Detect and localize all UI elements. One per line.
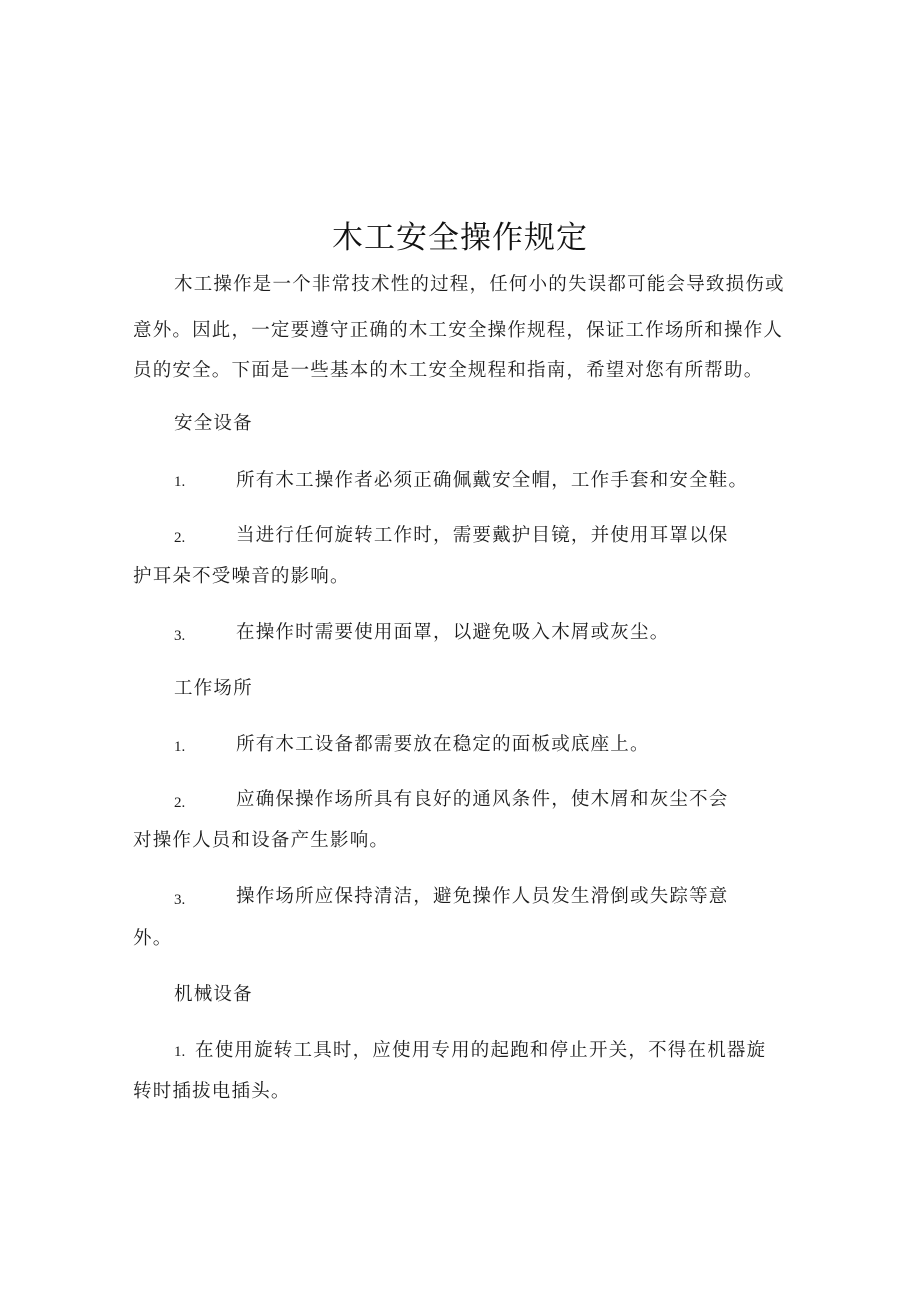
list-item-number: 2. [174,530,186,546]
section-heading-machinery: 机械设备 [174,984,253,1005]
list-item-text: 所有木工操作者必须正确佩戴安全帽，工作手套和安全鞋。 [236,470,749,491]
list-item-number: 3. [174,628,186,644]
section-heading-safety-equipment: 安全设备 [174,413,253,434]
list-item-text-continued: 对操作人员和设备产生影响。 [133,830,390,851]
list-item-number: 1. [174,1044,186,1060]
section-heading-workplace: 工作场所 [174,678,253,699]
list-item-number: 1. [174,474,186,490]
list-item-text: 当进行任何旋转工作时，需要戴护目镜，并使用耳罩以保 [236,525,729,546]
list-item-text: 操作场所应保持清洁，避免操作人员发生滑倒或失踪等意 [236,886,729,907]
list-item-number: 3. [174,892,186,908]
list-item-text-continued: 转时插拔电插头。 [133,1081,291,1102]
list-item-text-continued: 外。 [133,928,173,949]
intro-line-2: 意外。因此，一定要遵守正确的木工安全操作规程，保证工作场所和操作人 [133,320,784,341]
intro-line-3: 员的安全。下面是一些基本的木工安全规程和指南，希望对您有所帮助。 [133,360,764,381]
document-title: 木工安全操作规定 [332,220,588,256]
list-item-text: 所有木工设备都需要放在稳定的面板或底座上。 [236,734,650,755]
list-item-number: 2. [174,795,186,811]
list-item-text: 在使用旋转工具时，应使用专用的起跑和停止开关，不得在机器旋 [195,1040,767,1061]
list-item-text: 应确保操作场所具有良好的通风条件，使木屑和灰尘不会 [236,789,729,810]
list-item-text-continued: 护耳朵不受噪音的影响。 [133,566,350,587]
intro-line-1: 木工操作是一个非常技术性的过程，任何小的失误都可能会导致损伤或 [174,274,785,295]
list-item-number: 1. [174,739,186,755]
list-item-text: 在操作时需要使用面罩，以避免吸入木屑或灰尘。 [236,622,670,643]
